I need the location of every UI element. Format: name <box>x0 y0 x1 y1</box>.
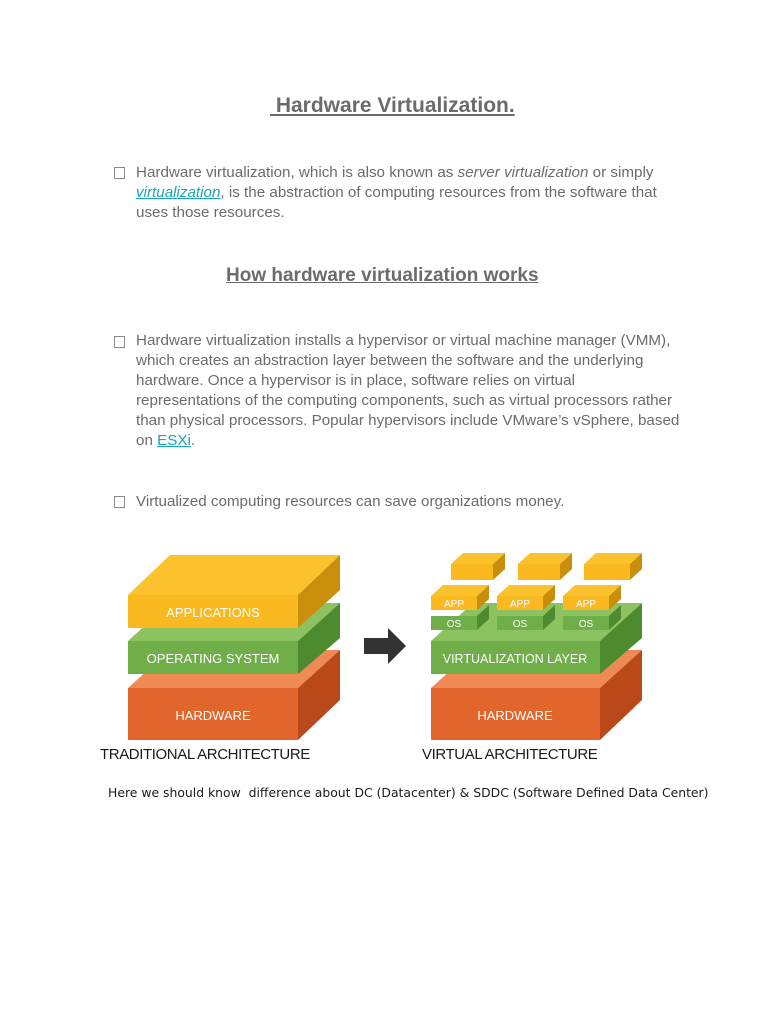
virtual-stack <box>422 553 642 763</box>
bullet-icon <box>114 167 125 179</box>
bullet-icon <box>114 336 125 348</box>
vm-app-label: APP <box>443 599 465 610</box>
traditional-architecture-label: TRADITIONAL ARCHITECTURE <box>100 746 310 763</box>
caption: Here we should know difference about DC (Datacenter) & SDDC (Software Defined Data Center) <box>108 785 709 800</box>
traditional-stack <box>100 555 340 763</box>
vm-app-label: APP <box>575 599 597 610</box>
section-heading: How hardware virtualization works <box>226 265 539 286</box>
vm-app-front <box>451 564 493 580</box>
vm-os-label: OS <box>446 619 462 630</box>
architecture-diagram <box>96 548 656 770</box>
bullet-icon <box>114 496 125 508</box>
arrow-right-icon <box>364 628 406 664</box>
vm-os-label: OS <box>578 619 594 630</box>
apps-label: APPLICATIONS <box>166 605 260 620</box>
vm-app-front <box>584 564 630 580</box>
virtualization-link[interactable]: virtualization <box>136 184 221 201</box>
virtualization-layer-label: VIRTUALIZATION LAYER <box>442 652 588 666</box>
esxi-link[interactable]: ESXi <box>157 432 191 449</box>
hardware-label: HARDWARE <box>175 708 251 723</box>
text: Hardware virtualization, which is also known as <box>136 164 458 181</box>
os-label: OPERATING SYSTEM <box>146 651 280 666</box>
virtual-architecture-label: VIRTUAL ARCHITECTURE <box>422 746 598 763</box>
text: . <box>190 432 196 449</box>
text: Hardware virtualization installs a hypervisor or virtual machine manager (VMM), which creates an abstraction layer between the software and the underlying hardware. Once a hypervisor is in place, software relies on virtual representations of the computing components, such as virtual processors rather than physical processors. Popular hypervisors include VMware’s vSphere, based on <box>136 332 680 449</box>
vm-app-label: APP <box>509 599 531 610</box>
vm-os-label: OS <box>512 619 528 630</box>
italic-term: server virtualization <box>457 164 589 181</box>
text: , is the abstraction of computing resources from the software that uses those resources. <box>136 184 657 221</box>
vm-app-front <box>518 564 560 580</box>
paragraph-savings: Virtualized computing resources can save organizations money. <box>136 493 565 510</box>
virtual-hardware-label: HARDWARE <box>477 708 553 723</box>
text: or simply <box>588 164 654 181</box>
page-title: Hardware Virtualization. <box>270 94 515 117</box>
paragraph-how-it-works <box>136 331 681 451</box>
paragraph-definition <box>136 163 681 223</box>
